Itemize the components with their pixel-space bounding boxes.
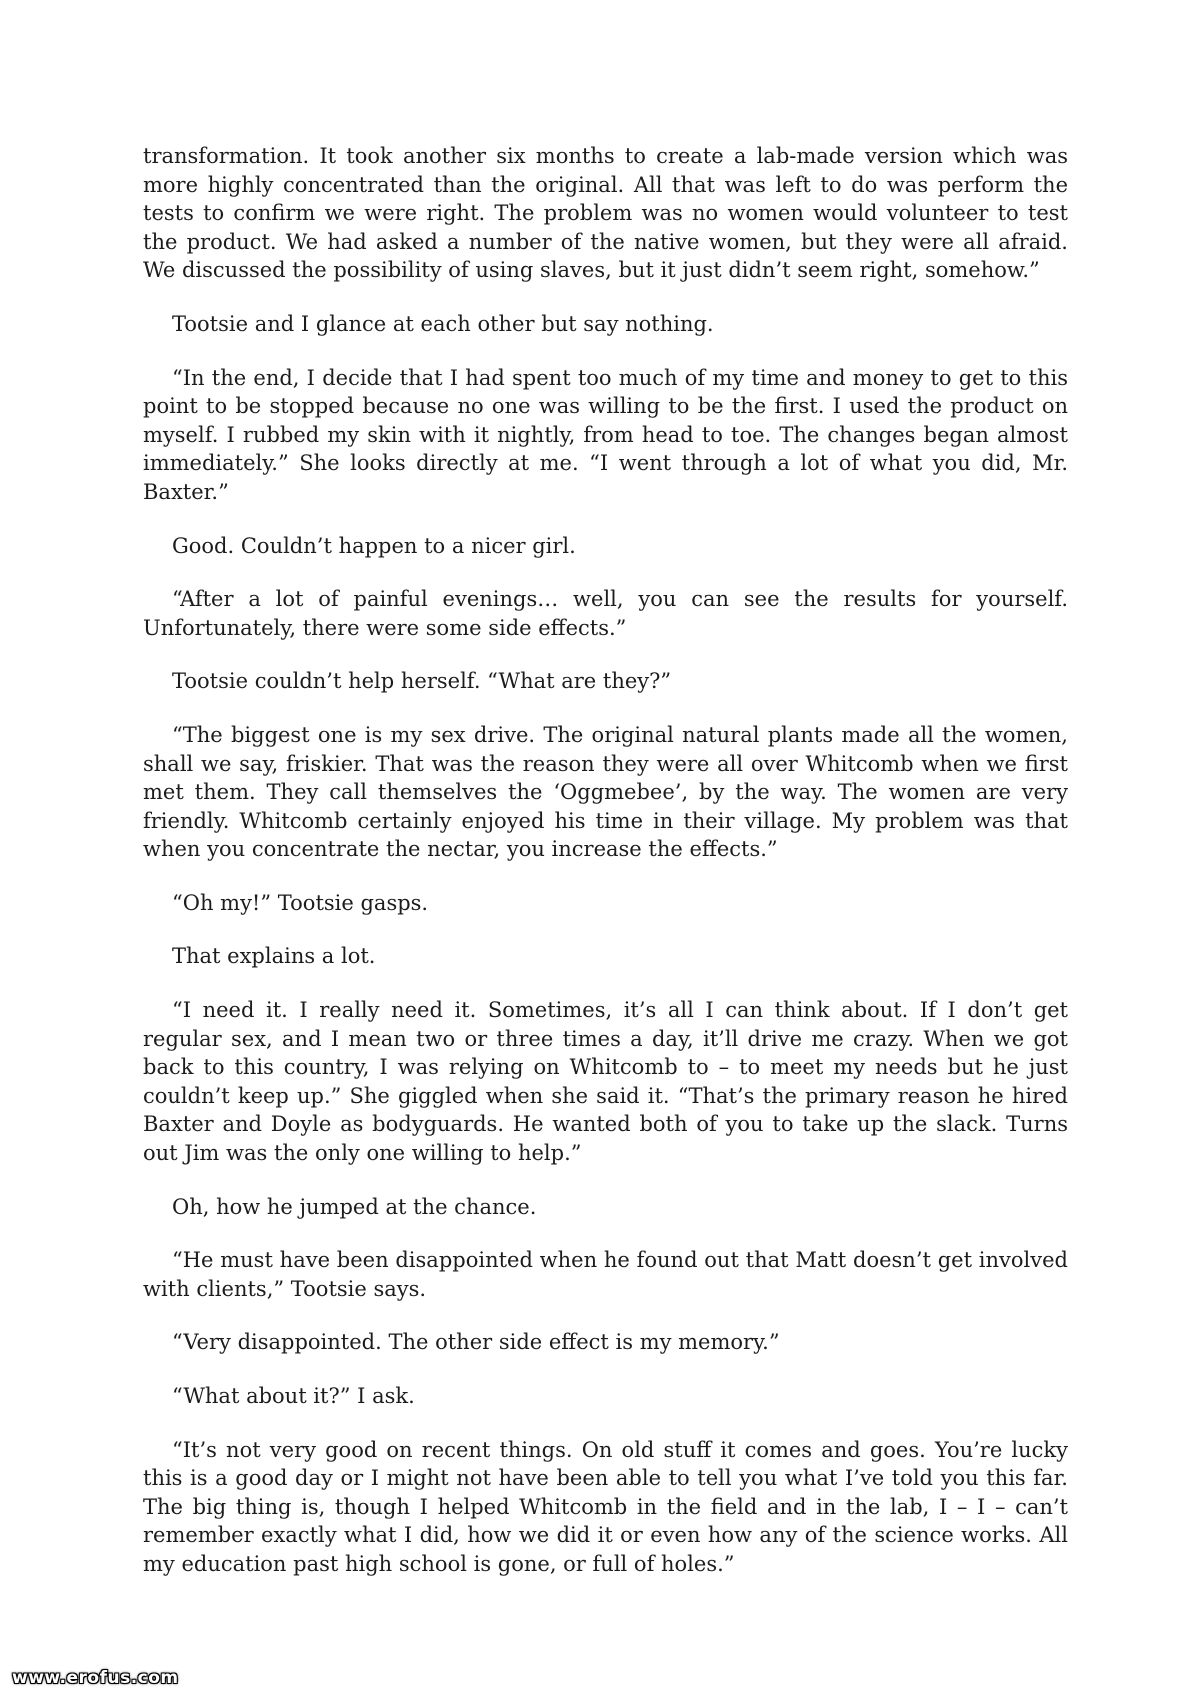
paragraph: “I need it. I really need it. Sometimes, it’s all I can think about. If I don’t get regular sex, and I mean two or three times a day, it’ll drive me crazy. When we got back to this country, I was relying on Whitcomb to – to meet my needs but he just couldn’t keep up.” She giggled when she said it. “That’s the primary reason he hired Baxter and Doyle as bodyguards. He wanted both of you to take up the slack. Turns out Jim was the only one willing to help.” — [143, 998, 1068, 1166]
document-page — [143, 142, 1068, 1579]
paragraph: “He must have been disappointed when he found out that Matt doesn’t get involved with clients,” Tootsie says. — [143, 1248, 1068, 1301]
watermark: www.erofus.com — [12, 1668, 179, 1688]
paragraph: transformation. It took another six months to create a lab-made version which was more highly concentrated than the original. All that was left to do was perform the tests to confirm we were right. The problem was no women would volunteer to test the product. We had asked a number of the native women, but they were all afraid. We discussed the possibility of using slaves, but it just didn’t seem right, somehow.” — [143, 144, 1068, 283]
paragraph: “Oh my!” Tootsie gasps. — [172, 890, 429, 915]
paragraph: Oh, how he jumped at the chance. — [172, 1194, 537, 1219]
paragraph: “After a lot of painful evenings… well, you can see the results for yourself. Unfortunately, there were some side effects.” — [143, 587, 1068, 640]
paragraph: “The biggest one is my sex drive. The original natural plants made all the women, shall we say, friskier. That was the reason they were all over Whitcomb when we first met them. They call themselves the ‘Oggmebee’, by the way. The women are very friendly. Whitcomb certainly enjoyed his time in their village. My problem was that when you concentrate the nectar, you increase the effects.” — [143, 722, 1068, 862]
paragraph: “What about it?” I ask. — [172, 1384, 415, 1408]
paragraph: That explains a lot. — [172, 944, 376, 969]
paragraph: “Very disappointed. The other side effect is my memory.” — [172, 1330, 780, 1355]
paragraph: Good. Couldn’t happen to a nicer girl. — [172, 533, 576, 558]
paragraph: Tootsie and I glance at each other but say nothing. — [172, 311, 714, 336]
paragraph: Tootsie couldn’t help herself. “What are they?” — [172, 669, 672, 694]
paragraph: “It’s not very good on recent things. On old stuff it comes and goes. You’re lucky this is a good day or I might not have been able to tell you what I’ve told you this far. The big thing is, though I helped Whitcomb in the field and in the lab, I – I – can’t remember exactly what I did, how we did it or even how any of the science works. All my education past high school is gone, or full of holes.” — [143, 1437, 1068, 1576]
paragraph: “In the end, I decide that I had spent too much of my time and money to get to this point to be stopped because no one was willing to be the first. I used the product on myself. I rubbed my skin with it nightly, from head to toe. The changes began almost immediately.” She looks directly at me. “I went through a lot of what you did, Mr. Baxter.” — [143, 365, 1068, 504]
